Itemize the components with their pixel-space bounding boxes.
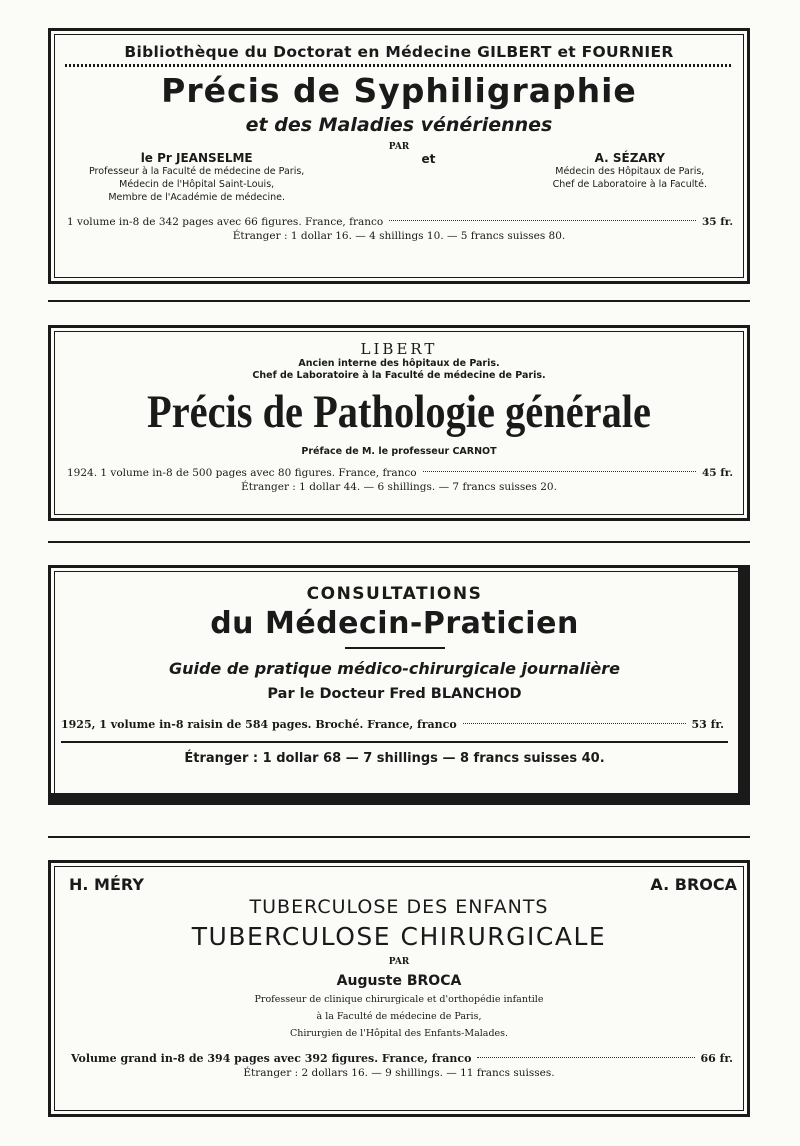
hatched-rule bbox=[65, 64, 733, 67]
book-subtitle: et des Maladies vénériennes bbox=[245, 114, 553, 136]
par-label: PAR bbox=[388, 957, 410, 967]
ad-medecin-praticien bbox=[48, 565, 750, 805]
series-heading: Bibliothèque du Doctorat en Médecine GILBERT et FOURNIER bbox=[124, 43, 674, 61]
book-title: du Médecin-Praticien bbox=[210, 606, 579, 641]
leader-dots bbox=[463, 723, 686, 724]
author-credential: Chirurgien de l'Hôpital des Enfants-Malades. bbox=[289, 1028, 509, 1039]
ad-pathologie-generale bbox=[48, 325, 750, 521]
ad-syphiligraphie bbox=[48, 28, 750, 284]
edition-text: 1924. 1 volume in-8 de 500 pages avec 80 figures. France, franco bbox=[67, 467, 417, 479]
title-underline bbox=[345, 647, 445, 649]
leader-dots bbox=[423, 471, 696, 472]
separator-rule bbox=[48, 836, 750, 838]
author-credential: Professeur à la Faculté de médecine de Paris, bbox=[89, 166, 305, 177]
author-name: A. SÉZARY bbox=[594, 151, 665, 165]
author-right: A. BROCA bbox=[650, 875, 737, 894]
author-credential: Chef de Laboratoire à la Faculté de médecine de Paris. bbox=[252, 370, 546, 381]
foreign-prices: Étranger : 1 dollar 44. — 6 shillings. — 7 francs suisses 20. bbox=[241, 481, 557, 493]
book-title: Précis de Pathologie générale bbox=[147, 386, 651, 438]
author-credential: Médecin des Hôpitaux de Paris, bbox=[555, 166, 705, 177]
price-line bbox=[51, 216, 747, 228]
price: 35 fr. bbox=[701, 216, 733, 228]
authors-block bbox=[51, 152, 747, 204]
ad-tuberculose bbox=[48, 860, 750, 1117]
authors-row bbox=[51, 875, 747, 894]
par-label: PAR bbox=[388, 142, 410, 152]
separator-rule bbox=[48, 300, 750, 302]
price: 45 fr. bbox=[701, 467, 733, 479]
price-line bbox=[51, 718, 738, 731]
author-credential: Membre de l'Académie de médecine. bbox=[108, 192, 285, 203]
and-label: et bbox=[421, 152, 436, 166]
foreign-prices: Étranger : 1 dollar 68 — 7 shillings — 8 francs suisses 40. bbox=[184, 751, 605, 766]
author-jeanselme bbox=[89, 152, 304, 204]
author-name: Auguste BROCA bbox=[336, 973, 462, 989]
book-subtitle: Guide de pratique médico-chirurgicale journalière bbox=[168, 659, 621, 678]
price: 53 fr. bbox=[691, 718, 724, 731]
pretitle: CONSULTATIONS bbox=[306, 584, 483, 604]
price-line bbox=[51, 467, 747, 479]
author-left: H. MÉRY bbox=[69, 875, 144, 894]
leader-dots bbox=[477, 1057, 694, 1058]
preface-line: Préface de M. le professeur CARNOT bbox=[301, 446, 497, 457]
author-credential: à la Faculté de médecine de Paris, bbox=[316, 1011, 482, 1022]
price: 66 fr. bbox=[700, 1052, 733, 1065]
author-credential: Médecin de l'Hôpital Saint-Louis, bbox=[119, 179, 275, 190]
foreign-prices: Étranger : 1 dollar 16. — 4 shillings 10. — 5 francs suisses 80. bbox=[232, 230, 566, 242]
author-credential: Professeur de clinique chirurgicale et d'orthopédie infantile bbox=[254, 994, 544, 1005]
separator-rule bbox=[48, 541, 750, 543]
edition-text: 1925, 1 volume in-8 raisin de 584 pages. Broché. France, franco bbox=[61, 718, 457, 731]
leader-dots bbox=[389, 220, 696, 221]
book-title: Précis de Syphiligraphie bbox=[161, 71, 637, 110]
divider-rule bbox=[61, 741, 728, 743]
foreign-prices: Étranger : 2 dollars 16. — 9 shillings. — 11 francs suisses. bbox=[243, 1067, 555, 1079]
author-credential: Ancien interne des hôpitaux de Paris. bbox=[298, 358, 500, 369]
book-title-1: TUBERCULOSE DES ENFANTS bbox=[249, 896, 549, 918]
author-sezary bbox=[553, 152, 707, 191]
book-title-2: TUBERCULOSE CHIRURGICALE bbox=[191, 922, 607, 951]
author-name: LIBERT bbox=[360, 340, 438, 358]
edition-text: Volume grand in-8 de 394 pages avec 392 figures. France, franco bbox=[71, 1052, 472, 1065]
price-line bbox=[51, 1052, 747, 1065]
author-credential: Chef de Laboratoire à la Faculté. bbox=[552, 179, 707, 190]
edition-text: 1 volume in-8 de 342 pages avec 66 figures. France, franco bbox=[67, 216, 384, 228]
byline: Par le Docteur Fred BLANCHOD bbox=[267, 686, 522, 702]
author-name: le Pr JEANSELME bbox=[140, 151, 253, 165]
